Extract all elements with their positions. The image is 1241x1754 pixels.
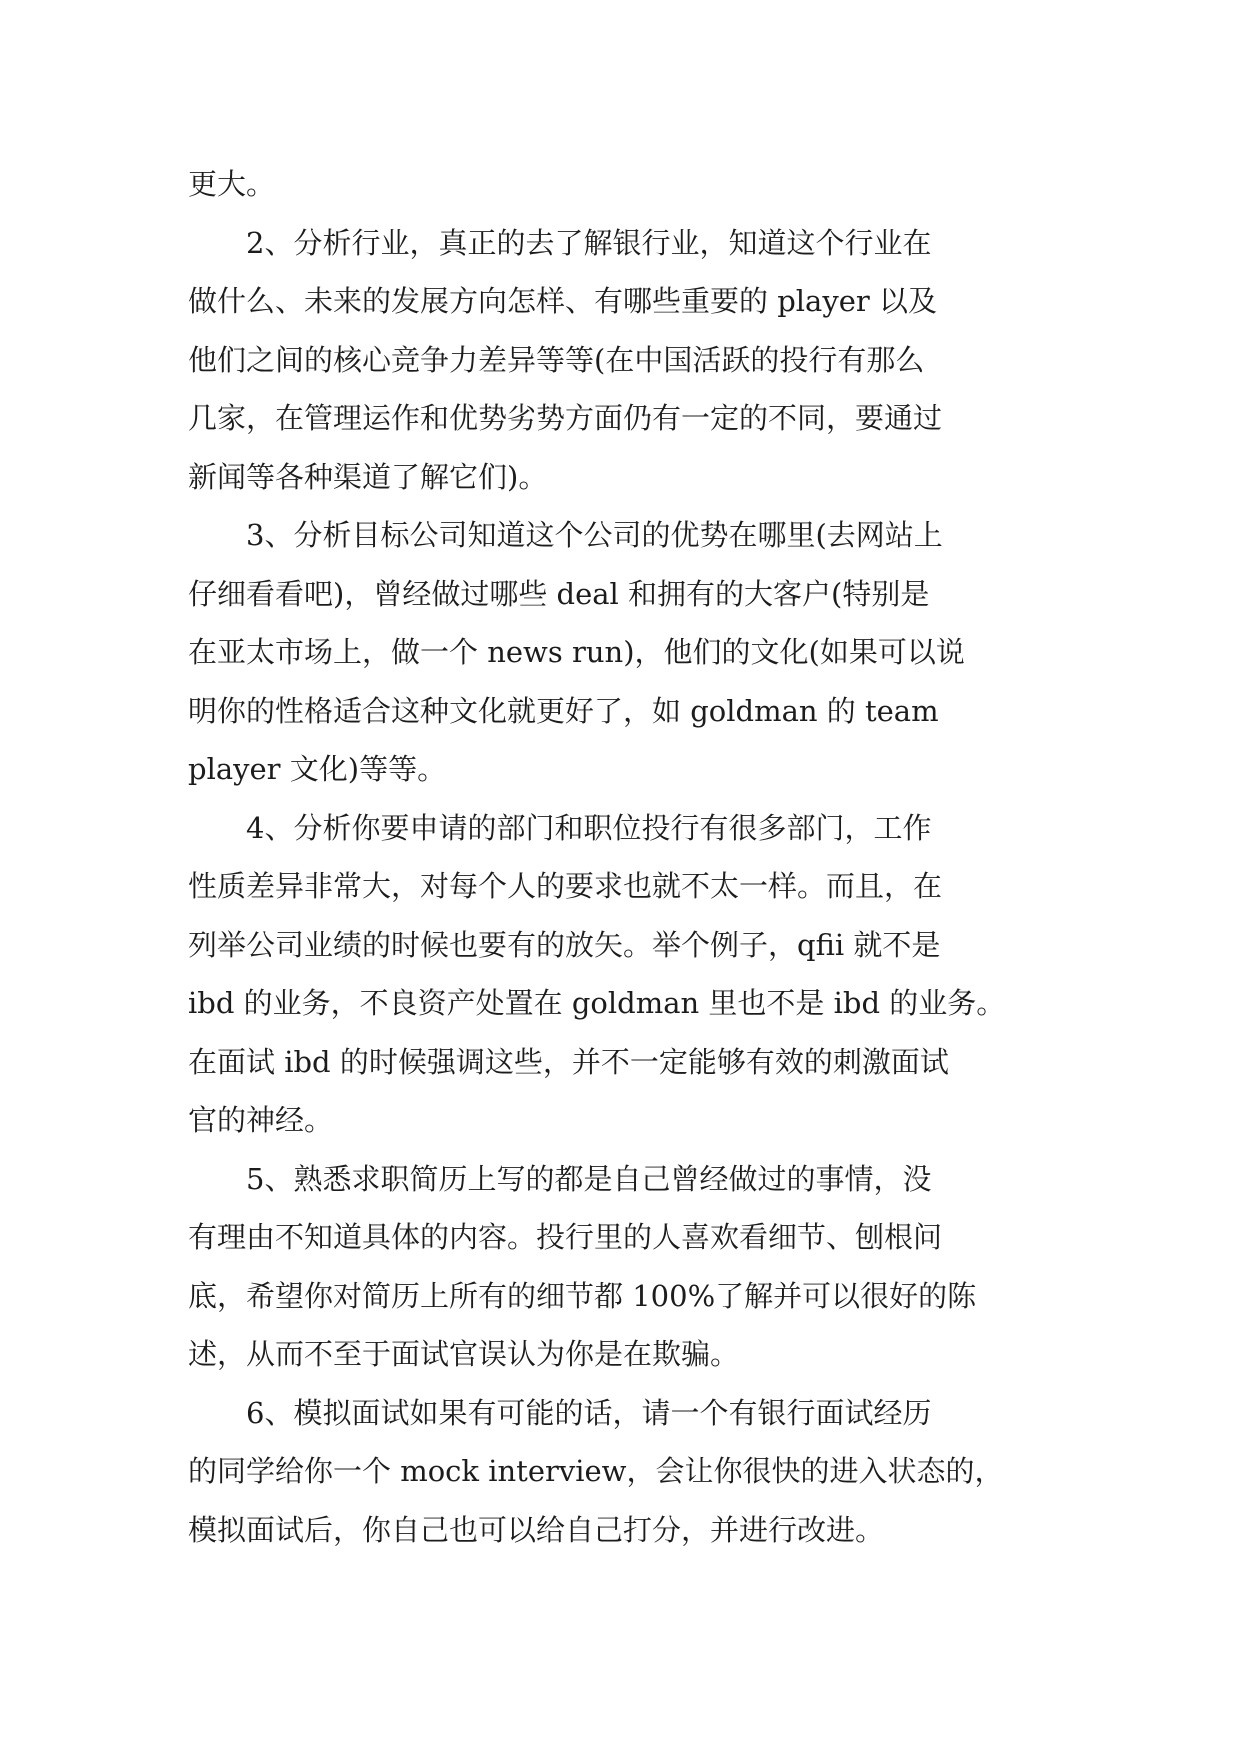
paragraph-line: 更大。 [188, 167, 276, 201]
paragraph-line: 官的神经。 [188, 1103, 334, 1137]
paragraph-line: ibd 的业务，不良资产处置在 goldman 里也不是 ibd 的业务。 [188, 986, 1006, 1020]
paragraph-analyze-target-company [188, 506, 1068, 799]
paragraph-analyze-department [188, 799, 1068, 1150]
document-body [188, 155, 1068, 1559]
paragraph-line: 有理由不知道具体的内容。投行里的人喜欢看细节、刨根问 [188, 1220, 943, 1254]
paragraph-line: 述，从而不至于面试官误认为你是在欺骗。 [188, 1337, 740, 1371]
paragraph-line: 在亚太市场上，做一个 news run)，他们的文化(如果可以说 [188, 635, 965, 669]
paragraph-line: 6、模拟面试如果有可能的话，请一个有银行面试经历 [246, 1395, 932, 1430]
paragraph-line: 在面试 ibd 的时候强调这些，并不一定能够有效的刺激面试 [188, 1044, 949, 1079]
paragraph-line: 仔细看看吧)，曾经做过哪些 deal 和拥有的大客户(特别是 [188, 576, 930, 611]
paragraph-continuation [188, 155, 1068, 214]
paragraph-line: 3、分析目标公司知道这个公司的优势在哪里(去网站上 [246, 518, 943, 552]
paragraph-line: 列举公司业绩的时候也要有的放矢。举个例子，qfii 就不是 [188, 927, 941, 962]
paragraph-line: 5、熟悉求职简历上写的都是自己曾经做过的事情，没 [246, 1161, 932, 1196]
paragraph-line: 他们之间的核心竞争力差异等等(在中国活跃的投行有那么 [188, 342, 925, 377]
paragraph-line: 模拟面试后，你自己也可以给自己打分，并进行改进。 [188, 1512, 885, 1547]
paragraph-line: player 文化)等等。 [188, 752, 447, 786]
paragraph-line: 2、分析行业，真正的去了解银行业，知道这个行业在 [246, 225, 932, 260]
paragraph-line: 4、分析你要申请的部门和职位投行有很多部门，工作 [246, 810, 932, 845]
paragraph-line: 底，希望你对简历上所有的细节都 100%了解并可以很好的陈 [188, 1278, 977, 1313]
paragraph-line: 做什么、未来的发展方向怎样、有哪些重要的 player 以及 [188, 284, 937, 318]
paragraph-line: 性质差异非常大，对每个人的要求也就不太一样。而且，在 [188, 869, 943, 903]
paragraph-mock-interview [188, 1384, 1068, 1560]
paragraph-line: 几家，在管理运作和优势劣势方面仍有一定的不同，要通过 [188, 401, 943, 435]
paragraph-line: 明你的性格适合这种文化就更好了，如 goldman 的 team [188, 693, 939, 728]
paragraph-line: 新闻等各种渠道了解它们)。 [188, 459, 548, 494]
paragraph-analyze-industry [188, 214, 1068, 507]
paragraph-know-resume [188, 1150, 1068, 1384]
paragraph-line: 的同学给你一个 mock interview，会让你很快的进入状态的， [188, 1454, 1004, 1488]
